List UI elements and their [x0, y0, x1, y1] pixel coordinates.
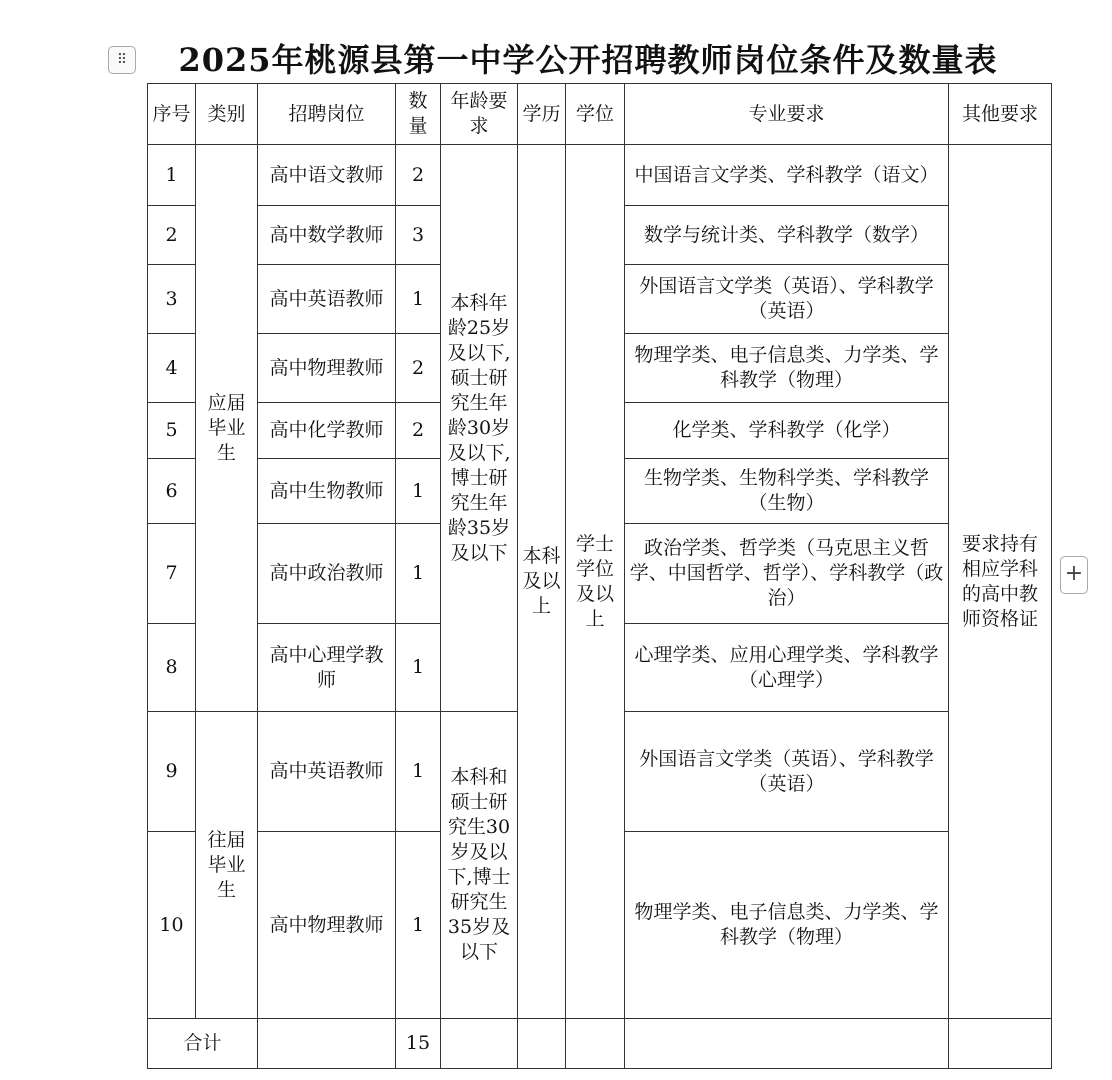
total-empty-cell	[625, 1019, 949, 1069]
major-cell: 数学与统计类、学科教学（数学）	[625, 206, 949, 265]
drag-handle-icon[interactable]: ⠿	[108, 46, 136, 74]
total-empty-cell	[518, 1019, 566, 1069]
count-cell: 1	[396, 624, 441, 712]
total-empty-cell	[258, 1019, 396, 1069]
header-seq: 序号	[148, 84, 196, 145]
seq-cell: 5	[148, 403, 196, 459]
position-cell: 高中英语教师	[258, 265, 396, 334]
header-major: 专业要求	[625, 84, 949, 145]
total-empty-cell	[441, 1019, 518, 1069]
position-cell: 高中政治教师	[258, 524, 396, 624]
position-cell: 高中化学教师	[258, 403, 396, 459]
major-cell: 心理学类、应用心理学类、学科教学（心理学）	[625, 624, 949, 712]
other-cell: 要求持有相应学科的高中教师资格证	[949, 145, 1052, 1019]
header-row	[148, 84, 1052, 145]
page-title: 2025年桃源县第一中学公开招聘教师岗位条件及数量表	[178, 41, 998, 79]
header-position: 招聘岗位	[258, 84, 396, 145]
header-count: 数量	[396, 84, 441, 145]
seq-cell: 7	[148, 524, 196, 624]
seq-cell: 6	[148, 459, 196, 524]
major-cell: 物理学类、电子信息类、力学类、学科教学（物理）	[625, 832, 949, 1019]
position-cell: 高中数学教师	[258, 206, 396, 265]
seq-cell: 8	[148, 624, 196, 712]
position-cell: 高中生物教师	[258, 459, 396, 524]
position-cell: 高中英语教师	[258, 712, 396, 832]
age-past: 本科和硕士研究生30岁及以下,博士研究生35岁及以下	[441, 712, 518, 1019]
seq-cell: 4	[148, 334, 196, 403]
table-row	[148, 145, 1052, 206]
seq-cell: 9	[148, 712, 196, 832]
major-cell: 外国语言文学类（英语）、学科教学（英语）	[625, 265, 949, 334]
education-cell: 本科及以上	[518, 145, 566, 1019]
header-age: 年龄要求	[441, 84, 518, 145]
count-cell: 3	[396, 206, 441, 265]
total-row	[148, 1019, 1052, 1069]
major-cell: 外国语言文学类（英语）、学科教学（英语）	[625, 712, 949, 832]
major-cell: 化学类、学科教学（化学）	[625, 403, 949, 459]
total-empty-cell	[566, 1019, 625, 1069]
seq-cell: 2	[148, 206, 196, 265]
count-cell: 2	[396, 145, 441, 206]
position-cell: 高中语文教师	[258, 145, 396, 206]
header-degree: 学位	[566, 84, 625, 145]
major-cell: 政治学类、哲学类（马克思主义哲学、中国哲学、哲学）、学科教学（政治）	[625, 524, 949, 624]
category-fresh: 应届毕业生	[196, 145, 258, 712]
count-cell: 2	[396, 403, 441, 459]
recruitment-table	[147, 83, 1052, 1069]
header-other: 其他要求	[949, 84, 1052, 145]
degree-cell: 学士学位及以上	[566, 145, 625, 1019]
seq-cell: 10	[148, 832, 196, 1019]
count-cell: 1	[396, 712, 441, 832]
category-past: 往届毕业生	[196, 712, 258, 1019]
position-cell: 高中心理学教师	[258, 624, 396, 712]
plus-icon[interactable]: +	[1060, 556, 1088, 594]
header-education: 学历	[518, 84, 566, 145]
header-category: 类别	[196, 84, 258, 145]
count-cell: 1	[396, 524, 441, 624]
count-cell: 1	[396, 832, 441, 1019]
position-cell: 高中物理教师	[258, 334, 396, 403]
major-cell: 生物学类、生物科学类、学科教学（生物）	[625, 459, 949, 524]
total-label: 合计	[148, 1019, 258, 1069]
seq-cell: 3	[148, 265, 196, 334]
major-cell: 中国语言文学类、学科教学（语文）	[625, 145, 949, 206]
position-cell: 高中物理教师	[258, 832, 396, 1019]
count-cell: 2	[396, 334, 441, 403]
total-empty-cell	[949, 1019, 1052, 1069]
total-count: 15	[396, 1019, 441, 1069]
major-cell: 物理学类、电子信息类、力学类、学科教学（物理）	[625, 334, 949, 403]
count-cell: 1	[396, 459, 441, 524]
count-cell: 1	[396, 265, 441, 334]
seq-cell: 1	[148, 145, 196, 206]
age-fresh: 本科年龄25岁及以下,硕士研究生年龄30岁及以下,博士研究生年龄35岁及以下	[441, 145, 518, 712]
